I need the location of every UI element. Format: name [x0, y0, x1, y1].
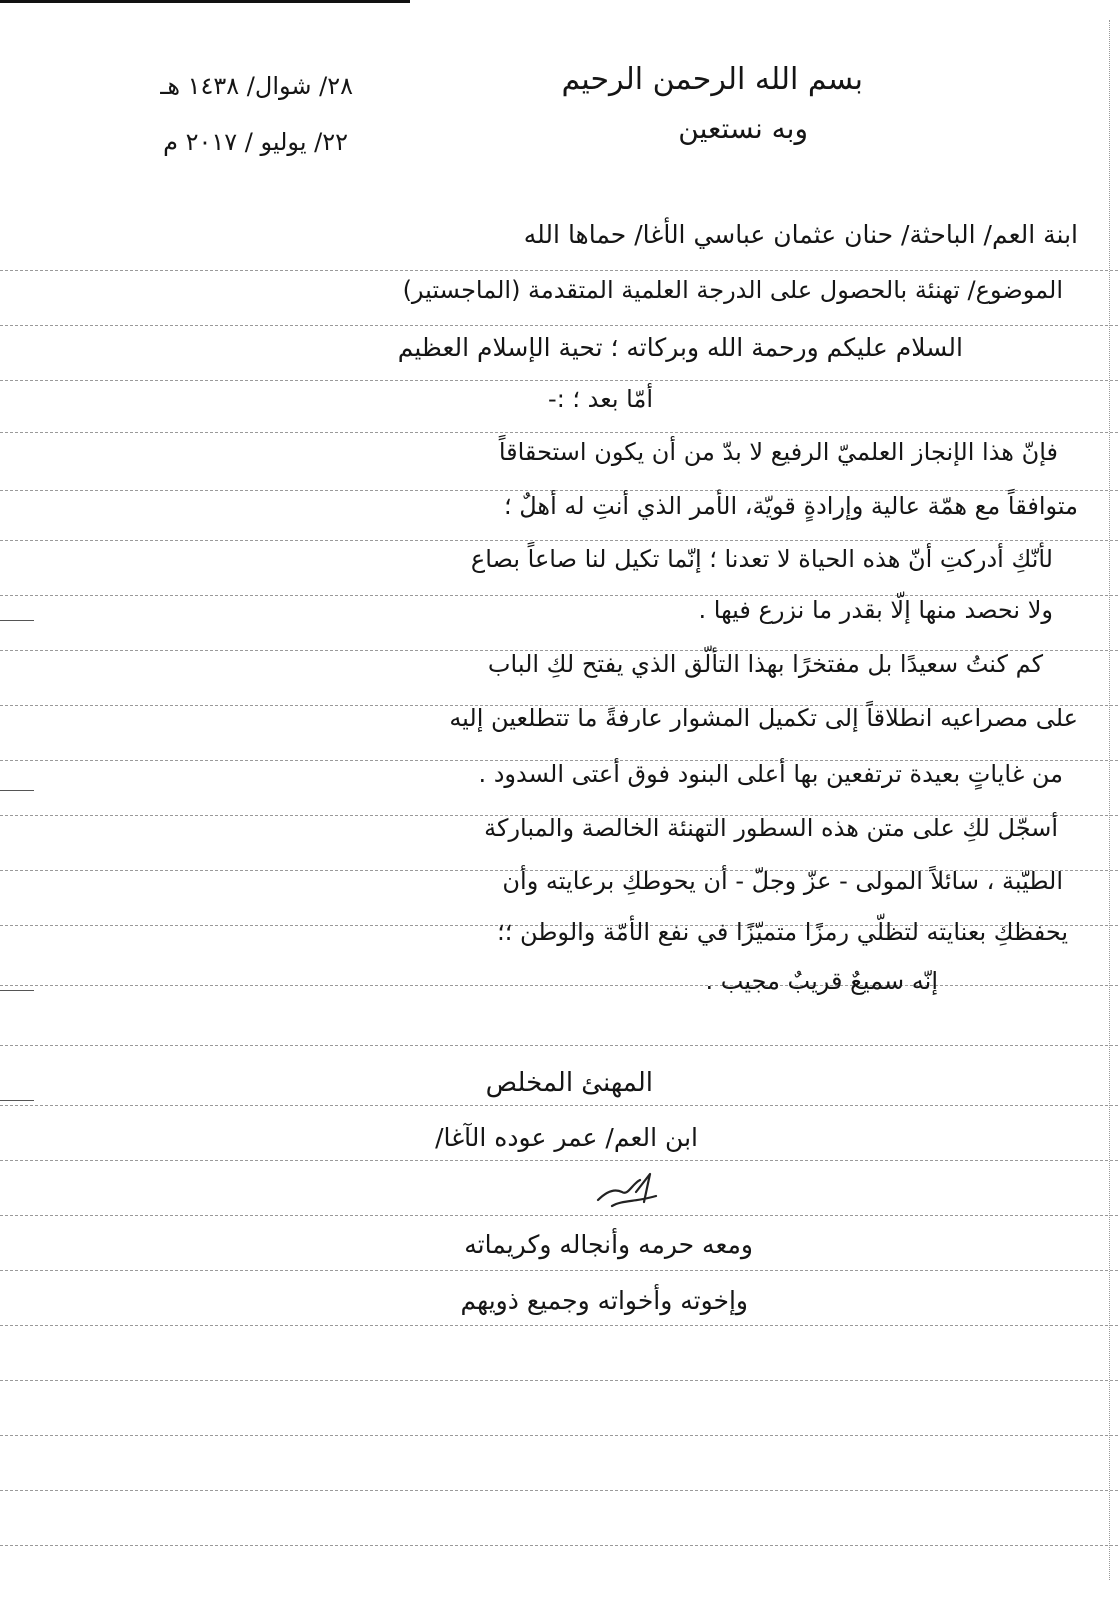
ruled-line — [0, 432, 1118, 433]
page-edge-line — [1109, 20, 1110, 1580]
family-line-1: ومعه حرمه وأنجاله وكريماته — [464, 1230, 753, 1259]
ruled-line — [0, 540, 1118, 541]
margin-tick — [0, 1100, 34, 1101]
body-line: متوافقاً مع همّة عالية وإرادةٍ قويّة، الأمر الذي أنتِ له أهلٌ ؛ — [503, 492, 1078, 520]
ruled-line — [0, 1160, 1118, 1161]
ruled-line — [0, 1435, 1118, 1436]
top-border-line — [0, 0, 410, 3]
signature-mark — [592, 1162, 664, 1214]
ruled-line — [0, 1325, 1118, 1326]
ruled-line — [0, 1105, 1118, 1106]
ruled-line — [0, 490, 1118, 491]
body-line: على مصراعيه انطلاقاً إلى تكميل المشوار عارفةً ما تتطلعين إليه — [449, 704, 1078, 732]
sender-label: المهنئ المخلص — [485, 1068, 653, 1098]
ruled-line — [0, 1045, 1118, 1046]
recipient-line: ابنة العم/ الباحثة/ حنان عثمان عباسي الأغا/ حماها الله — [523, 220, 1078, 249]
subject-line: الموضوع/ تهنئة بالحصول على الدرجة العلمية المتقدمة (الماجستير) — [402, 276, 1063, 304]
body-line: يحفظكِ بعنايته لتظلّي رمزًا متميّزًا في نفع الأمّة والوطن ؛؛ — [497, 918, 1068, 946]
body-line: كم كنتُ سعيدًا بل مفتخرًا بهذا التألّق الذي يفتح لكِ الباب — [487, 650, 1043, 678]
ruled-line — [0, 325, 1118, 326]
body-line: أسجّل لكِ على متن هذه السطور التهنئة الخالصة والمباركة — [484, 814, 1058, 842]
body-line: الطيّبة ، سائلاً المولى - عزّ وجلّ - أن يحوطكِ برعايته وأن — [502, 867, 1063, 895]
body-line: إنّه سميعٌ قريبٌ مجيب . — [705, 967, 938, 995]
invocation: وبه نستعين — [678, 112, 808, 145]
ruled-line — [0, 1545, 1118, 1546]
hijri-date: ٢٨/ شوال/ ١٤٣٨ هـ — [160, 72, 353, 100]
opening-line: أمّا بعد ؛ :- — [548, 385, 653, 413]
ruled-line — [0, 1270, 1118, 1271]
body-line: فإنّ هذا الإنجاز العلميّ الرفيع لا بدّ من أن يكون استحقاقاً — [498, 438, 1058, 466]
margin-tick — [0, 620, 34, 621]
ruled-line — [0, 1215, 1118, 1216]
family-line-2: وإخوته وأخواته وجميع ذويهم — [460, 1286, 748, 1315]
ruled-line — [0, 985, 1118, 986]
ruled-line — [0, 1380, 1118, 1381]
body-line: من غاياتٍ بعيدة ترتفعين بها أعلى البنود فوق أعتى السدود . — [478, 760, 1063, 788]
sender-name: ابن العم/ عمر عوده الآغا/ — [435, 1123, 698, 1152]
margin-tick — [0, 990, 34, 991]
salutation-line: السلام عليكم ورحمة الله وبركاته ؛ تحية الإسلام العظيم — [397, 333, 963, 362]
margin-tick — [0, 790, 34, 791]
ruled-line — [0, 270, 1118, 271]
basmala: بسم الله الرحمن الرحيم — [561, 62, 863, 97]
ruled-line — [0, 1490, 1118, 1491]
gregorian-date: ٢٢/ يوليو / ٢٠١٧ م — [163, 128, 348, 156]
body-line: ولا نحصد منها إلّا بقدر ما نزرع فيها . — [698, 596, 1053, 624]
ruled-line — [0, 380, 1118, 381]
body-line: لأنّكِ أدركتِ أنّ هذه الحياة لا تعدنا ؛ إنّما تكيل لنا صاعاً بصاع — [470, 545, 1053, 573]
